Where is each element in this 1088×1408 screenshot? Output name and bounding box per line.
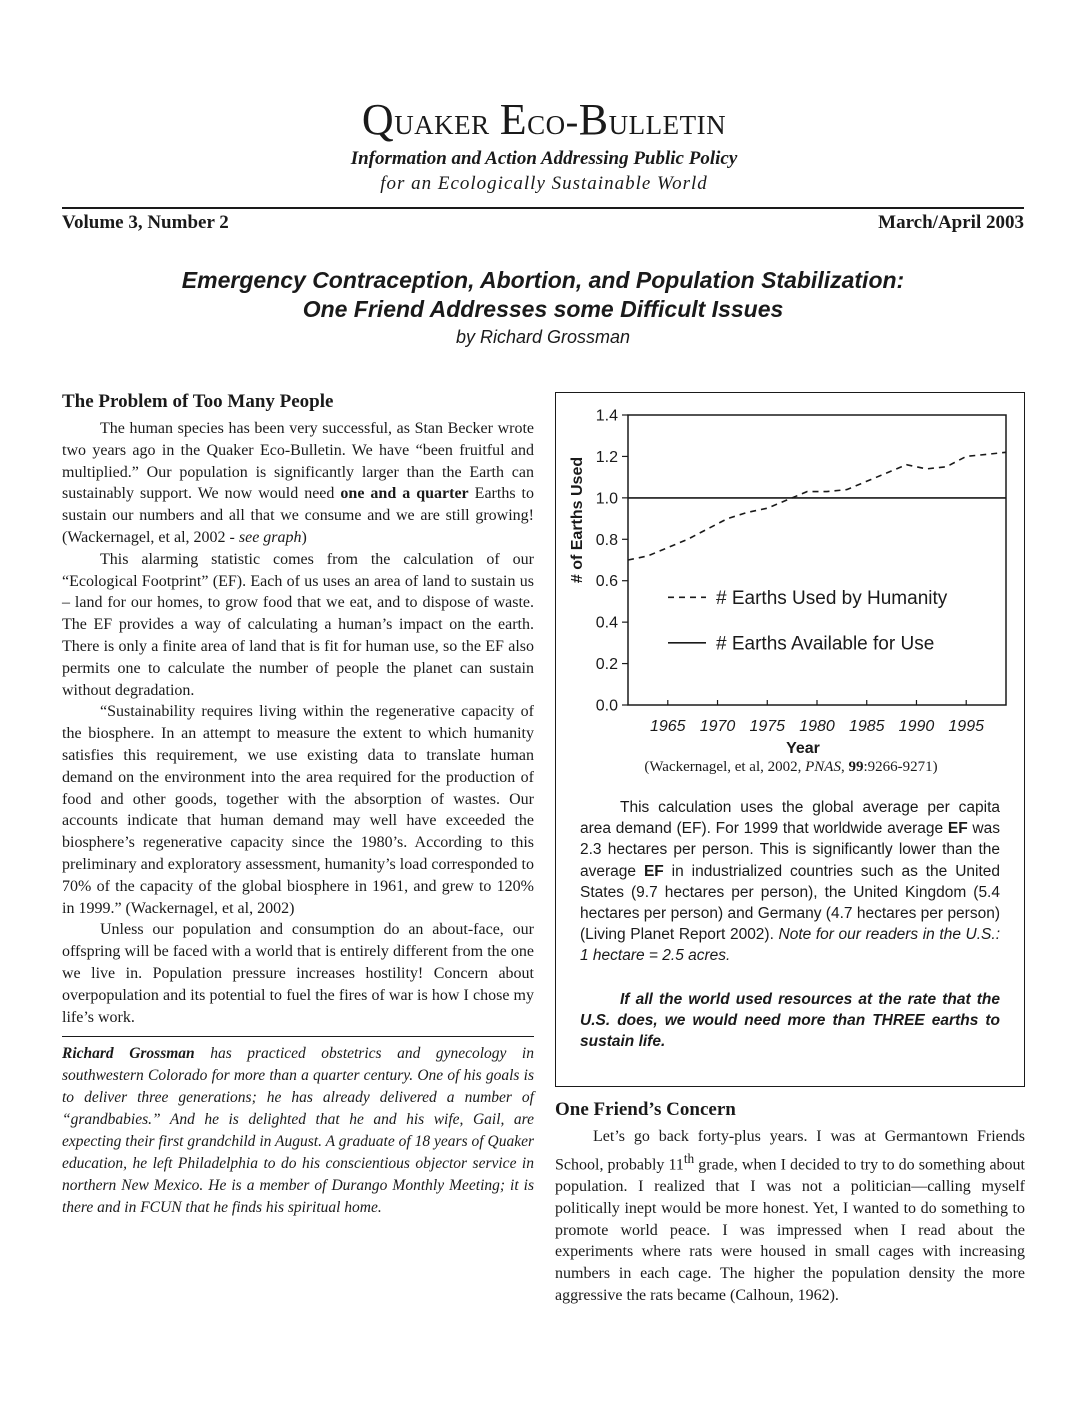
section-heading: One Friend’s Concern [555,1099,736,1120]
x-tick-label: 1990 [898,718,935,735]
text-run: Let’s go back forty-plus years. I was at Germantown Friends School, probably 11 [555,1128,1025,1174]
x-tick-label: 1985 [848,718,885,735]
callout-paragraph: If all the world used resources at the rate that the U.S. does, we would need more than THREE earths to sustain life. [580,990,1000,1051]
y-tick-label: 0.0 [595,697,618,715]
paragraph: “Sustainability requires living within the regenerative capacity of the biosphere. In an attempt to measure the extent to which humanity satisfies this requirement, we use existing data to translate human demand on the environment into the area required for the production of food and other goods, together with the absorption of wastes. Our accounts indicate that human demand may well have exceeded the biosphere’s regenerative capacity since the 1980’s. According to this preliminary and exploratory assessment, humanity’s load corresponded to 70% of the capacity of the global biosphere in 1961, and grew to 120% in 1999.” (Wackernagel, et al, 2002) [62,703,534,917]
y-tick-label: 0.2 [595,656,618,674]
x-tick-label: 1980 [799,718,835,735]
newsletter-subtitle-line2: for an Ecologically Sustainable World [380,173,708,194]
section-heading: The Problem of Too Many People [62,391,334,412]
bio-name: Richard Grossman [62,1045,195,1063]
masthead-rule [62,207,1024,209]
title-cap: B [578,95,609,144]
series-line-earths-used [628,452,1006,560]
bold-text: one and a quarter [340,485,469,503]
bio-text: has practiced obstetrics and gynecology in southwestern Colorado for more than a quarter century. One of his goals is to deliver three generations; he has already delivered a number of “grandbabies.” And he is delighted that he and his wife, Gail, are expecting their first grandchild in August. A graduate of 18 years of Quaker education, he left Philadelphia to do his conscientious objector service in northern New Mexico. He is a member of Durango Monthly Meeting; it is there and in FCUN that he finds his spiritual home. [62,1045,534,1217]
bold-text: EF [643,862,664,880]
y-axis-label: # of Earths Used [569,456,586,584]
issue-volume: Volume 3, Number 2 [62,212,229,233]
issue-date: March/April 2003 [878,212,1024,233]
journal-name: PNAS [805,759,841,775]
text-run: :9266-9271) [863,759,938,775]
right-column [555,1098,1025,1307]
author-bio [62,1043,534,1219]
text-run: , [840,759,849,775]
footprint-line-chart [560,401,1020,761]
masthead [0,95,1088,196]
bold-text: EF [947,820,968,838]
article-title-line1: Emergency Contraception, Abortion, and Population Stabilization: [181,267,905,293]
paragraph [580,797,1000,967]
x-tick-label: 1995 [948,718,985,735]
left-column [62,390,534,1219]
paragraph [62,418,534,549]
text-run: in industrialized countries such as the United States (9.7 hectares per person), the United Kingdom (5.4 hectares per person) and Germany (4.7 hectares per person) (Living Planet Report 2002). [580,862,1001,944]
y-tick-label: 1.4 [595,407,618,425]
x-tick-label: 1975 [749,718,786,735]
newsletter-title [0,95,1088,144]
legend-label: # Earths Available for Use [716,633,935,655]
text-run: was 2.3 hectares per person. This is significantly lower than the average [580,820,1000,880]
title-cap: E [499,95,528,144]
unit-note: Note for our readers in the U.S.: 1 hectare = 2.5 acres. [580,926,1001,965]
y-tick-label: 0.8 [595,531,618,549]
x-axis-label: Year [786,740,820,757]
paragraph: Unless our population and consumption do an about-face, our offspring will be faced with a world that is entirely different from the one we live in. Population pressure increases hostility! Concern about overpopulation and its potential to fuel the fires of war is how I chose my life’s work. [62,921,534,1026]
title-cap: Q [361,95,395,144]
paragraph [555,1126,1025,1307]
bio-divider [62,1036,534,1037]
sidebar-text [580,797,1000,1052]
article-byline: by Richard Grossman [455,327,631,347]
chart-citation [556,759,1026,776]
y-tick-label: 0.6 [595,573,618,591]
y-tick-label: 1.2 [595,448,618,466]
paragraph: This alarming statistic comes from the calculation of our “Ecological Footprint” (EF). Each of us uses an area of land to sustain us – land for our homes, to grow food that we eat, and to dispose of waste. The EF provides a way of calculating a human’s impact on the earth. There is only a finite area of land that is fit for human use, so the EF also permits one to calculate the number of people the planet can sustain without degradation. [62,550,534,699]
text-run: (Wackernagel, et al, 2002, [644,759,806,775]
superscript: th [683,1150,695,1166]
journal-volume: 99 [848,759,864,775]
newsletter-subtitle-line1: Information and Action Addressing Public Policy [350,148,738,169]
x-tick-label: 1970 [699,718,736,735]
text-run: The human species has been very successful, as Stan Becker wrote two years ago in the Quaker Eco-Bulletin. We have “been fruitful and multiplied.” Our population is significantly larger than the Earth can sustainably support. We now would need [62,420,534,503]
title-rest: ulletin [608,101,727,143]
text-run: This calculation uses the global average per capita area demand (EF). For 1999 that worldwide average [580,799,1000,838]
italic-text: see graph [238,528,302,546]
y-tick-label: 0.4 [595,614,618,632]
plot-frame [628,415,1006,705]
y-tick-label: 1.0 [595,490,618,508]
sidebar-box [555,392,1025,1087]
article-headline [62,266,1024,349]
article-title-line2: One Friend Addresses some Difficult Issues [302,296,784,322]
text-run: grade, when I decided to try to do something about population. I realized that I was not a politician—calling myself politically inept would be more honest. Yet, I wanted to do something to promote world peace. I was impressed when I read about the experiments where rats were housed in small cages with increasing numbers in each cage. The higher the population density the more aggressive the rats became (Calhoun, 1962). [555,1156,1025,1304]
text-run: ) [301,528,307,546]
text-run: Earths to sustain our numbers and all that we consume and we are still growing! (Wackernagel, et al, 2002 - [62,485,535,546]
title-rest: co- [527,101,579,143]
title-rest: uaker [394,101,500,143]
x-tick-label: 1965 [649,718,686,735]
legend-label: # Earths Used by Humanity [716,587,948,609]
